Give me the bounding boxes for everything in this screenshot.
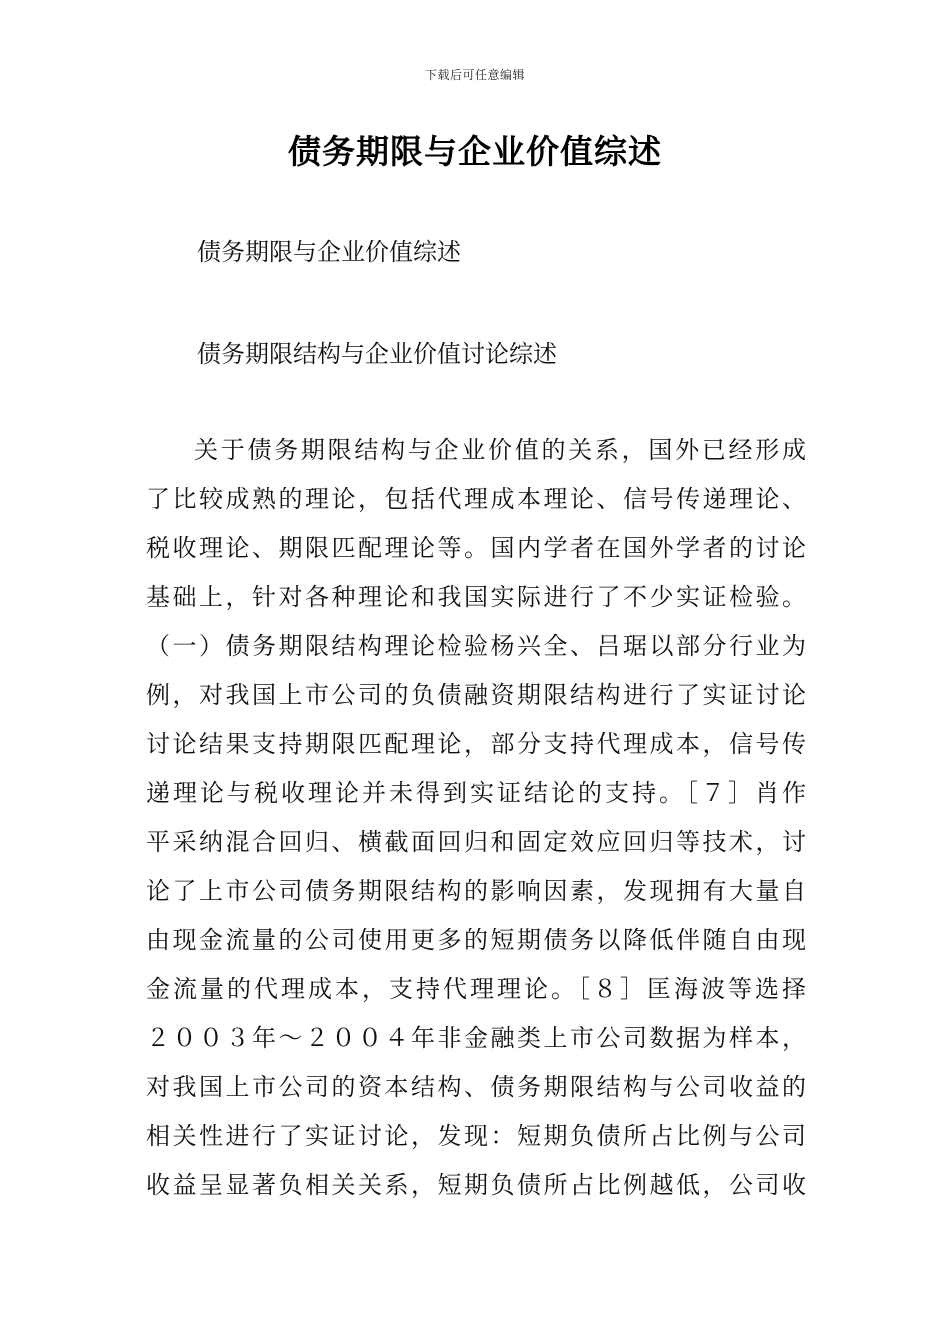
subtitle-line: 债务期限与企业价值综述 [197,238,461,266]
body-line: 论了上市公司债务期限结构的影响因素，发现拥有大量自 [146,877,806,905]
body-line: 收益呈显著负相关关系，短期负债所占比例越低，公司收 [146,1171,806,1199]
section-heading: 债务期限结构与企业价值讨论综述 [197,340,557,368]
body-line: 递理论与税收理论并未得到实证结论的支持。［７］肖作 [146,779,806,807]
body-line: 例，对我国上市公司的负债融资期限结构进行了实证讨论 [146,681,806,709]
header-note: 下载后可任意编辑 [424,68,525,82]
body-line: 金流量的代理成本，支持代理理论。［８］匡海波等选择 [146,975,806,1003]
body-line: 对我国上市公司的资本结构、债务期限结构与公司收益的 [146,1073,806,1101]
body-line: 税收理论、期限匹配理论等。国内学者在国外学者的讨论 [146,534,806,562]
body-line: 相关性进行了实证讨论，发现：短期负债所占比例与公司 [146,1122,806,1150]
document-title: 债务期限与企业价值综述 [288,132,662,171]
body-line: 了比较成熟的理论，包括代理成本理论、信号传递理论、 [146,485,806,513]
body-line: 关于债务期限结构与企业价值的关系，国外已经形成 [194,436,806,464]
body-line: （一）债务期限结构理论检验杨兴全、吕琚以部分行业为 [146,632,806,660]
body-line: 平采纳混合回归、横截面回归和固定效应回归等技术，讨 [146,828,806,856]
body-line: ２００３年～２００４年非金融类上市公司数据为样本， [146,1024,806,1052]
body-paragraph [146,426,806,1210]
body-line: 基础上，针对各种理论和我国实际进行了不少实证检验。 [146,583,806,611]
body-line: 讨论结果支持期限匹配理论，部分支持代理成本，信号传 [146,730,806,758]
body-line: 由现金流量的公司使用更多的短期债务以降低伴随自由现 [146,926,806,954]
